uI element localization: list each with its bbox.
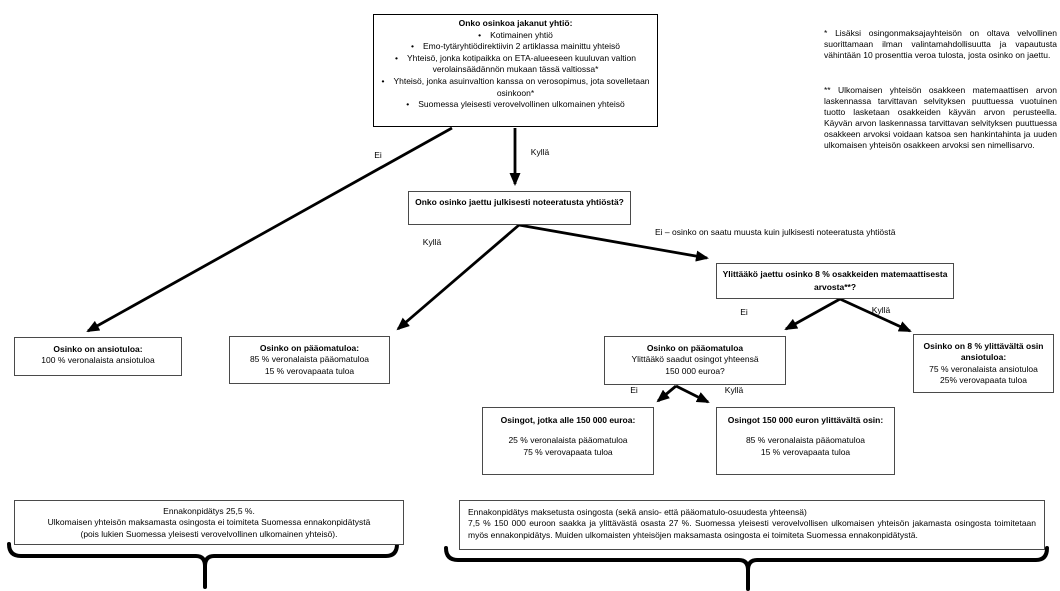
edge-label-yes-2: Kyllä xyxy=(422,237,442,247)
bullet-icon: • xyxy=(478,29,482,40)
withholding-left-line: (pois lukien Suomessa yleisesti verovelvollinen ulkomainen yhteisö). xyxy=(80,528,338,539)
box-earned8-title: Osinko on 8 % ylittävältä osin ansiotuloa: xyxy=(923,341,1044,363)
bullet-item xyxy=(380,30,651,42)
box-earned8-line: 25% verovapaata tuloa xyxy=(940,374,1027,385)
box-capital150-title: Osinko on pääomatuloa xyxy=(646,343,744,353)
arrow-exceeds8-to-capital150 xyxy=(786,299,840,329)
bullet-item xyxy=(380,76,651,99)
bullet-text: Emo-tytäryhtiödirektiivin 2 artiklassa mainittu yhteisö xyxy=(422,41,620,52)
edge-label-no-2: Ei xyxy=(740,307,748,317)
edge-label-yes-3: Kyllä xyxy=(871,305,891,315)
flow-box-capital150 xyxy=(604,336,786,385)
bullet-text: Yhteisö, jonka kotipaikka on ETA-alueeseen kuuluvan valtion verolainsäädännön mukaan tässä valtiossa* xyxy=(406,52,636,75)
arrow-exceeds8-to-earned8 xyxy=(840,299,910,331)
bullet-item xyxy=(380,53,651,76)
arrow-listed-to-capital85 xyxy=(398,225,519,329)
bullet-text: Suomessa yleisesti verovelvollinen ulkomainen yhteisö xyxy=(418,99,625,110)
withholding-left-line: Ulkomaisen yhteisön maksamasta osingosta ei toimiteta Suomessa ennakonpidätystä xyxy=(47,517,371,528)
withholding-left-line: Ennakonpidätys 25,5 %. xyxy=(163,506,255,516)
flow-box-over150 xyxy=(716,407,895,475)
edge-label-yes-4: Kyllä xyxy=(724,385,744,395)
box-exceeds8-title: Ylittääkö jaettu osinko 8 % osakkeiden matemaattisesta arvosta**? xyxy=(722,269,948,292)
flow-box-company xyxy=(373,14,658,127)
box-over150-title: Osingot 150 000 euron ylittävältä osin: xyxy=(727,415,884,425)
flow-box-listed xyxy=(408,191,631,225)
box-under150-line: 25 % veronalaista pääomatuloa xyxy=(508,435,628,446)
arrow-company-to-earned xyxy=(88,128,452,331)
box-listed-title: Onko osinko jaettu julkisesti noteeratusta yhtiöstä? xyxy=(415,197,624,207)
box-capital150-line: 150 000 euroa? xyxy=(665,365,725,376)
box-capital85-line: 85 % veronalaista pääomatuloa xyxy=(249,354,370,365)
edge-label-yes-1: Kyllä xyxy=(530,147,550,157)
flow-box-withholding-left xyxy=(14,500,404,545)
bullet-text: Kotimainen yhtiö xyxy=(490,29,553,40)
arrow-capital150-to-over150 xyxy=(676,386,708,402)
footnote-2: ** Ulkomaisen yhteisön osakkeen matemaattisen arvon laskennassa tarvittavan selvityksen puuttuessa vuotuinen tuotto lasketaan osakkeiden käyvän arvon perusteella. Käyvän arvon laskennassa tarvittavan selvityksen puuttuessa osakkeen arvoksi voidaan katsoa sen hankintahinta ja uuden ulkomaisen yhteisön osakkeen arvoksi sen nimellisarvo. xyxy=(824,85,1057,150)
brace-right xyxy=(446,548,1047,589)
bullet-item xyxy=(380,41,651,53)
box-earned8-line: 75 % veronalaista ansiotuloa xyxy=(929,363,1038,374)
flow-box-withholding-right xyxy=(459,500,1045,550)
flow-box-under150 xyxy=(482,407,654,475)
box-capital150-line: Ylittääkö saadut osingot yhteensä xyxy=(631,354,759,365)
edge-label-no-public: Ei – osinko on saatu muusta kuin julkisesti noteeratusta yhtiöstä xyxy=(655,227,896,237)
withholding-right-line: 7,5 % 150 000 euroon saakka ja ylittävästä osasta 27 %. Suomessa yleisesti verovelvollisen ulkomaisen yhteisön jakamasta osingosta toimitetaan myös ennakonpidätys. Muiden ulkomaisten yhteisöjen maksamasta osingosta ei toimiteta Suomessa ennakonpidätystä. xyxy=(468,518,1036,540)
box-over150-line: 15 % verovapaata tuloa xyxy=(760,446,851,457)
footnote-1: * Lisäksi osingonmaksajayhteisön on oltava velvollinen suorittamaan ilman valintamahdollisuutta ja vapautusta vähintään 10 prosenttia veroa tulosta, josta osinko on jaettu. xyxy=(824,28,1057,60)
footnotes xyxy=(824,28,1057,151)
flow-box-earned8 xyxy=(913,334,1054,393)
flow-box-exceeds8 xyxy=(716,263,954,299)
withholding-right-line: Ennakonpidätys maksetusta osingosta (sekä ansio- että pääomatulo-osuudesta yhteensä) xyxy=(468,507,807,517)
box-over150-line: 85 % veronalaista pääomatuloa xyxy=(745,435,866,446)
edge-label-no-3: Ei xyxy=(630,385,638,395)
bullet-icon: • xyxy=(411,41,414,52)
flow-box-earned xyxy=(14,337,182,376)
box-earned-line: 100 % veronalaista ansiotuloa xyxy=(41,355,155,366)
flow-box-capital85 xyxy=(229,336,390,384)
box-under150-title: Osingot, jotka alle 150 000 euroa: xyxy=(500,415,636,425)
edge-label-no-1: Ei xyxy=(374,150,382,160)
bullet-icon: • xyxy=(406,99,410,110)
bullet-item xyxy=(380,99,651,111)
box-under150-line: 75 % verovapaata tuloa xyxy=(523,446,613,457)
box-capital85-line: 15 % verovapaata tuloa xyxy=(264,365,355,376)
bullet-icon: • xyxy=(381,75,385,86)
box-earned-title: Osinko on ansiotuloa: xyxy=(53,344,143,354)
box-company-title: Onko osinkoa jakanut yhtiö: xyxy=(458,18,573,28)
box-capital85-title: Osinko on pääomatuloa: xyxy=(259,343,360,353)
bullet-text: Yhteisö, jonka asuinvaltion kanssa on verosopimus, jota sovelletaan osinkoon* xyxy=(393,75,650,98)
bullet-icon: • xyxy=(395,52,398,63)
arrow-capital150-to-under150 xyxy=(658,386,676,401)
brace-left xyxy=(9,544,397,587)
